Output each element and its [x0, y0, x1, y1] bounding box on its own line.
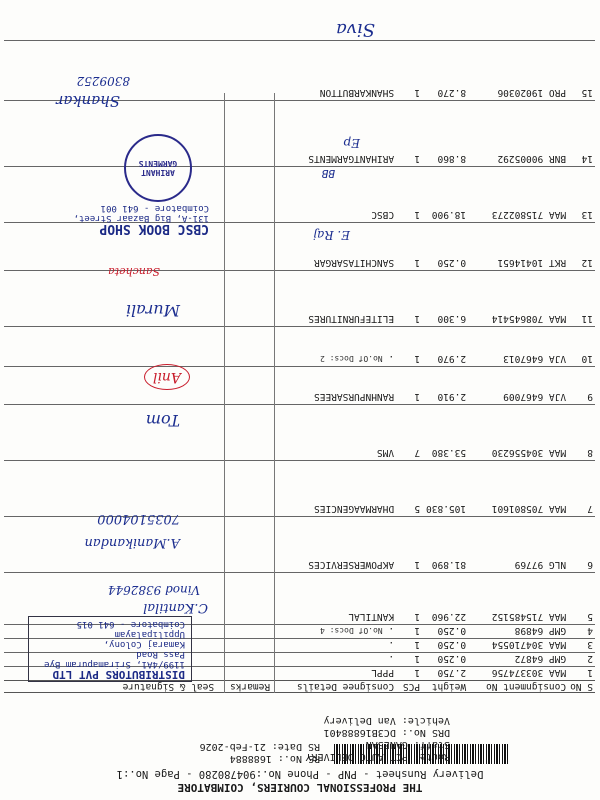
row-consignment: MAA 304710554: [468, 639, 568, 653]
signature-row6: A.Manikandan: [84, 535, 180, 550]
row-consignee: CBSC: [272, 167, 396, 223]
mark-row12: Sancheta: [108, 265, 160, 278]
row-weight: 81.890: [422, 517, 468, 573]
drs-info: DRS No.: DC3B16888401: [323, 727, 450, 738]
row-pcs: 5: [396, 461, 422, 517]
runsheet-title: Delivery Runsheet - PNP - Phone No.:904780280 - Page No.:1: [116, 768, 484, 780]
row-consignment: MAA 303374756: [468, 667, 568, 681]
row-pcs: 1: [396, 517, 422, 573]
row-sno: 9: [568, 367, 595, 405]
distributor-address-2: Kamaraj Colony, Uppilipalayam: [103, 629, 185, 649]
row-consignee: SANCHITASARGAR: [272, 223, 396, 271]
col-weight: Weight: [422, 681, 468, 693]
row-sno: 8: [568, 405, 595, 461]
col-sno: S No: [570, 681, 593, 692]
row-pcs: 1: [396, 667, 422, 681]
divider-remarks: [274, 93, 275, 693]
col-pcs: PCS: [396, 681, 422, 693]
row-consignment: MAA 304556230: [468, 405, 568, 461]
row-pcs: 1: [396, 573, 422, 625]
row-consignee: [272, 625, 396, 639]
distributor-name: DISTRIBUTORS PVT LTD: [52, 668, 185, 681]
row-weight: 2.970: [422, 327, 468, 367]
row-pcs: 1: [396, 101, 422, 167]
row-consignee: DHARMAAGENCIES: [272, 461, 396, 517]
phone-row6: 7035104000: [97, 511, 180, 526]
row-sno: 6: [568, 517, 595, 573]
rs-number: RS No.: 1688884: [229, 753, 320, 764]
mark-row13: E. Raj: [313, 228, 350, 242]
row-consignee: .: [272, 639, 396, 653]
bookshop-stamp: [48, 201, 215, 235]
row-pcs: 1: [396, 223, 422, 271]
row-consignment: RKT 10414651: [468, 223, 568, 271]
mark-row10: Anil: [144, 364, 190, 390]
rs-date: RS Date: 21-Feb-2026: [199, 741, 320, 752]
docs-note: No.Of Docs: 4: [320, 626, 383, 635]
row-consignment: PRO 19020306: [468, 41, 568, 101]
bookshop-name: CBSC BOOK SHOP: [99, 221, 209, 236]
row-consignment: MAA 705801601: [468, 461, 568, 517]
row-signature: [4, 405, 216, 461]
row-consignee: PPPL: [272, 667, 396, 681]
distributor-address-1: 1199/4A1, Sriramapuram Bye Pass Road: [44, 649, 185, 669]
row-remarks: [216, 41, 272, 101]
row-pcs: 1: [396, 271, 422, 327]
consignee-text: .: [388, 353, 395, 364]
row-consignment: GMP 64872: [468, 653, 568, 667]
misc-ep-mark: Ep: [343, 136, 360, 150]
arihant-round-stamp: [124, 134, 192, 202]
row-consignee: SHANKARBUTTON: [272, 41, 396, 101]
arihant-stamp-text: ARIHANT GARMENTS: [138, 159, 178, 177]
row-signature: [4, 327, 216, 367]
vehicle-info: Vehicle: Van Delivery: [323, 715, 450, 726]
row-pcs: 1: [396, 653, 422, 667]
col-consignment: Consignment No: [468, 681, 568, 693]
row-sno: 12: [568, 223, 595, 271]
row-consignee: VMS: [272, 405, 396, 461]
mark-row9: Tom: [145, 411, 180, 430]
row-consignee: RANHNPURSAREES: [272, 367, 396, 405]
row-sno: 14: [568, 101, 595, 167]
rs-info: [200, 740, 320, 764]
row-pcs: 1: [396, 41, 422, 101]
row-weight: 53.380: [422, 405, 468, 461]
row-weight: 2.910: [422, 367, 468, 405]
top-scribble: Siva: [336, 19, 375, 40]
company-title: THE PROFESSIONAL COURIERS, COIMBATORE: [177, 781, 423, 794]
divider-signature: [224, 93, 225, 693]
signature-row15: Shankar: [56, 92, 120, 110]
table-row: [4, 405, 595, 461]
distributor-address-3: Coimbatore - 641 015: [76, 619, 185, 629]
row-signature: [4, 461, 216, 517]
row-consignee: ELITEFURNITURES: [272, 271, 396, 327]
row-pcs: 1: [396, 625, 422, 639]
row-weight: 8.270: [422, 41, 468, 101]
row-sno: 13: [568, 167, 595, 223]
table-row: [4, 271, 595, 327]
row-sno: 1: [568, 667, 595, 681]
row-sno: 10: [568, 327, 595, 367]
row-weight: 0.250: [422, 223, 468, 271]
distributor-stamp: [28, 616, 192, 682]
table-row: [4, 461, 595, 517]
row-sno: 3: [568, 639, 595, 653]
row-consignment: VJA 6467013: [468, 327, 568, 367]
bookshop-address-2: Coimbatore - 641 001: [100, 203, 209, 213]
table-row: [4, 327, 595, 367]
bookshop-address-1: 131-A, Big Bazaar Street,: [73, 213, 209, 223]
row-consignment: MAA 708645414: [468, 271, 568, 327]
row-pcs: 1: [396, 367, 422, 405]
row-sno: 4: [568, 625, 595, 639]
row-weight: 2.750: [422, 667, 468, 681]
row-pcs: 1: [396, 167, 422, 223]
row-consignee: .: [272, 653, 396, 667]
route-info: Route: PCT AUTO DELIVERY: [305, 751, 450, 762]
row-pcs: 7: [396, 405, 422, 461]
col-signature: Seal & Signature: [4, 681, 216, 693]
col-remarks: Remarks: [216, 681, 272, 693]
row-consignee: KANTILAL: [272, 573, 396, 625]
row-consignment: GMP 64898: [468, 625, 568, 639]
row-weight: 105.830: [422, 461, 468, 517]
row-pcs: 1: [396, 639, 422, 653]
row-consignee: AKPOWERSERVICES: [272, 517, 396, 573]
consignment-table: [4, 40, 595, 693]
row-sno: 11: [568, 271, 595, 327]
row-consignment: NLG 97769: [468, 517, 568, 573]
staff-info: Staff: GANESAN: [365, 739, 450, 750]
row-consignment: MAA 715802273: [468, 167, 568, 223]
mark-row11: Murali: [125, 301, 180, 320]
table-row: [4, 101, 595, 167]
phone-row15: 8309252: [76, 74, 130, 88]
row-weight: 6.300: [422, 271, 468, 327]
row-sno: 15: [568, 41, 595, 101]
row-consignment: MAA 715485152: [468, 573, 568, 625]
signature-row5: C.Kantilal: [143, 600, 208, 615]
row-weight: 22.960: [422, 573, 468, 625]
consignee-text: .: [388, 625, 395, 636]
table-header: [4, 681, 595, 693]
row-sno: 7: [568, 461, 595, 517]
row-weight: 0.250: [422, 625, 468, 639]
row-consignee: ARIHANTGARMENTS: [272, 101, 396, 167]
table-row: [4, 367, 595, 405]
misc-bb-mark: BB: [321, 167, 335, 180]
row-weight: 8.860: [422, 101, 468, 167]
row-weight: 0.250: [422, 653, 468, 667]
col-consignee: Consignee Details: [272, 681, 396, 693]
row-sno: 2: [568, 653, 595, 667]
row-pcs: 1: [396, 327, 422, 367]
row-weight: 0.250: [422, 639, 468, 653]
row-weight: 18.900: [422, 167, 468, 223]
row-consignee: [272, 327, 396, 367]
docs-note: No.Of Docs: 2: [320, 354, 383, 363]
phone-row5: Vinod 9382644: [107, 583, 200, 597]
row-signature: [4, 271, 216, 327]
row-consignment: BNR 90005292: [468, 101, 568, 167]
row-sno: 5: [568, 573, 595, 625]
row-consignment: VJA 6467009: [468, 367, 568, 405]
